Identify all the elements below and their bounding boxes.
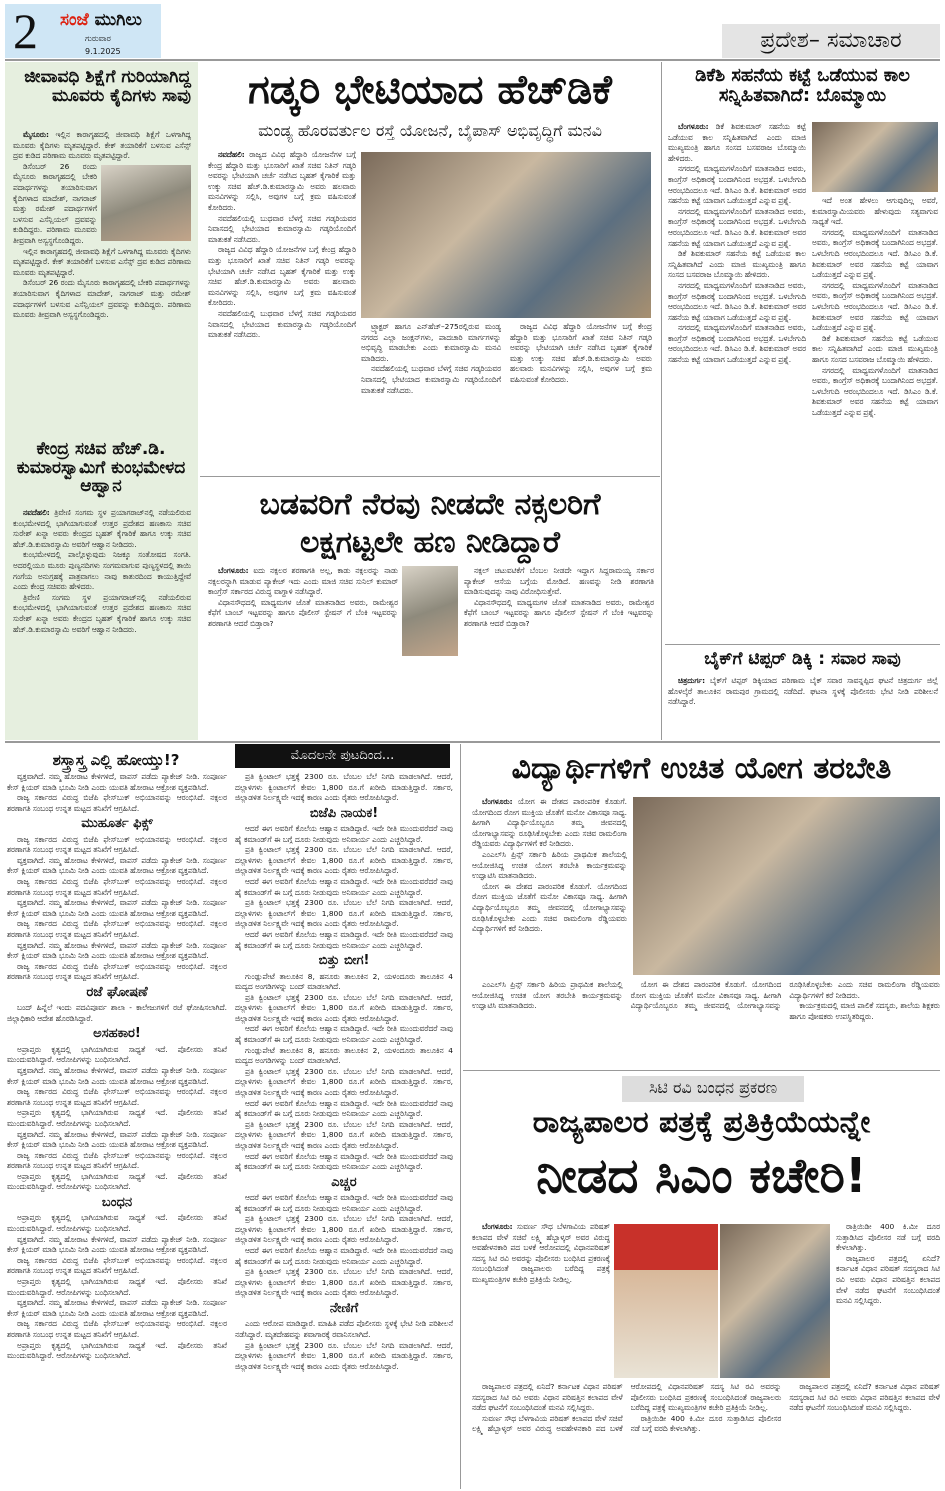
para: ಇದೆ ಅಂತ ಹೇಳಲು ಆಗುವುದಿಲ್ಲ ಅವರೆ, ಕುಮಾರಸ್ವಾಮಿಯವರು ಹೇಳುವುದು ಸತ್ಯವಾಗುವ ಸಾಧ್ಯತೆ ಇದೆ.: [812, 196, 938, 227]
article-cm-col3: [836, 1222, 940, 1378]
para: ಗುಂಡ್ಲುಪೇಟೆ ತಾಲೂಕಿನ 8, ಹನೂರು ತಾಲೂಕಿನ 2, ಯಳಂದೂರು ತಾಲೂಕಿನ 4 ಮದ್ಯದ ಅಂಗಡಿಗಳನ್ನು ಬಂದ್ ಮಾಡಲಾಗಿದೆ.: [235, 1045, 453, 1066]
article-gadkari-col3: [510, 322, 652, 472]
subhead-gadkari: ಮಂಡ್ಯ ಹೊರವರ್ತುಲ ರಸ್ತೆ ಯೋಜನೆ, ಬೈಪಾಸ್ ಅಭಿವೃದ್ಧಿಗೆ ಮನವಿ: [258, 121, 602, 140]
headline-yoga: ವಿದ್ಯಾರ್ಥಿಗಳಿಗೆ ಉಚಿತ ಯೋಗ ತರಬೇತಿ: [511, 751, 892, 786]
divider: [5, 741, 940, 743]
para: ಎಂಎಲ್‌ಸಿ ಪ್ರಿನ್ಸ್ ಸರ್ಕಾರಿ ಹಿರಿಯ ಪ್ರಾಥಮಿಕ ಶಾಲೆಯಲ್ಲಿ ಆಯೋಜಿಸಿದ್ದ ಉಚಿತ ಯೋಗ ತರಬೇತಿ ಕಾರ್ಯಕ್ರಮವನ್ನು ಉದ್ಘಾಟಿಸಿ ಮಾತನಾಡಿದರು.: [472, 849, 627, 881]
para: ರಾಜ್ಯ ಸರ್ಕಾರದ ವಿರುದ್ಧ ಬಿಜೆಪಿ ಫೇಸ್‌ಬುಕ್ ಅಭಿಯಾನವನ್ನು ಆರಂಭಿಸಿದೆ. ನಕ್ಸಲರ ಶರಣಾಗತಿ ಸಂಬಂಧ ಉನ್ನತ ಮಟ್ಟದ ತನಿಖೆಗೆ ಆಗ್ರಹಿಸಿದೆ.: [7, 793, 227, 813]
para: ವ್ಯಕ್ತವಾಗಿದೆ. ನಮ್ಮ ಹೋರಾಟ ಕೇಳಿಗಳಿದೆ, ವಾಪಸ್ ಪಡೆದು ಪ್ಯಾಕೇಜ್ ನೀಡಿ. ಸಂಪೂರ್ಣ ಕೇಸ್ ಕ್ಲಿಯರ್ ಮಾಡಿ ಭೂಮಿ ನೀಡಿ ಎಂದು ಯುವತಿ ಹೋರಾಟ ಆಕ್ರೋಶ ವ್ಯಕ್ತಪಡಿಸಿದೆ.: [7, 772, 227, 792]
issue-day: ಗುರುವಾರ: [85, 34, 111, 43]
para: ಪ್ರತಿ ಕ್ವಿಂಟಾಲ್ ಭತ್ತಕ್ಕೆ 2300 ರೂ. ಬೆಂಬಲ ಬೆಲೆ ನಿಗದಿ ಮಾಡಲಾಗಿದೆ. ಆದರೆ, ದಲ್ಲಾಳಿಗಳು ಕ್ವಿಂಟಾಲ್‌ಗೆ ಕೇವಲ 1,800 ರೂ.ಗೆ ಖರೀದಿ ಮಾಡುತ್ತಿದ್ದಾರೆ. ಸರ್ಕಾರ, ಜಿಲ್ಲಾಡಳಿತ ನಿರ್ಲಕ್ಷ್ಯವೇ ಇದಕ್ಕೆ ಕಾರಣ ಎಂದು ರೈತರು ಆರೋಪಿಸಿದ್ದಾರೆ.: [235, 992, 453, 1023]
article-bommai-col2: [812, 196, 938, 642]
para: ರಾಜ್ಯ ಸರ್ಕಾರದ ವಿರುದ್ಧ ಬಿಜೆಪಿ ಫೇಸ್‌ಬುಕ್ ಅಭಿಯಾನವನ್ನು ಆರಂಭಿಸಿದೆ. ನಕ್ಸಲರ ಶರಣಾಗತಿ ಸಂಬಂಧ ಉನ್ನತ ಮಟ್ಟದ ತನಿಖೆಗೆ ಆಗ್ರಹಿಸಿದೆ.: [7, 834, 227, 855]
para: ವ್ಯಕ್ತವಾಗಿದೆ. ನಮ್ಮ ಹೋರಾಟ ಕೇಳಿಗಳಿದೆ, ವಾಪಸ್ ಪಡೆದು ಪ್ಯಾಕೇಜ್ ನೀಡಿ. ಸಂಪೂರ್ಣ ಕೇಸ್ ಕ್ಲಿಯರ್ ಮಾಡಿ ಭೂಮಿ ನೀಡಿ ಎಂದು ಯುವತಿ ಹೋರಾಟ ಆಕ್ರೋಶ ವ್ಯಕ್ತಪಡಿಸಿದೆ.: [7, 1234, 227, 1255]
para: ನವದೆಹಲಿಯಲ್ಲಿ ಬುಧವಾರ ಬೆಳಗ್ಗೆ ಸಚಿವ ಗಡ್ಕರಿಯವರ ನಿವಾಸದಲ್ಲಿ ಭೇಟಿಯಾದ ಕುಮಾರಸ್ವಾಮಿ ಗಡ್ಕರಿಯೊಂದಿಗೆ ಮಾತುಕತೆ ನಡೆಸಿದರು.: [361, 364, 501, 395]
bommai-photo: [812, 122, 938, 192]
para: ಅಪ್ರಾಪ್ತರು ಕೃತ್ಯದಲ್ಲಿ ಭಾಗಿಯಾಗಿರುವ ಸಾಧ್ಯತೆ ಇದೆ. ಪೊಲೀಸರು ತನಿಖೆ ಮುಂದುವರಿಸಿದ್ದಾರೆ. ಆರೋಪಿಗಳನ್ನು ಬಂಧಿಸಲಾಗಿದೆ.: [7, 1340, 227, 1361]
headline-bommai: ಡಿಕೆಶಿ ಸಹನೆಯ ಕಟ್ಟೆ ಒಡೆಯುವ ಕಾಲ ಸನ್ನಿಹಿತವಾಗಿದೆ: ಬೊಮ್ಮಾಯಿ: [695, 65, 910, 106]
divider: [200, 476, 660, 477]
para: ಬಂದ್ ಹಿನ್ನೆಲೆ ಇಂದು ಪದವಿಪೂರ್ವ ಶಾಲಾ - ಕಾಲೇಜುಗಳಿಗೆ ರಜೆ ಘೋಷಿಸಲಾಗಿದೆ. ಜಿಲ್ಲಾಧಿಕಾರಿ ಆದೇಶ ಹೊರಡಿಸಿದ್ದಾರೆ.: [7, 1003, 227, 1023]
gadkari-meeting-photo: [361, 152, 651, 318]
para: ರಾಜ್ಯ ಸರ್ಕಾರದ ವಿರುದ್ಧ ಬಿಜೆಪಿ ಫೇಸ್‌ಬುಕ್ ಅಭಿಯಾನವನ್ನು ಆರಂಭಿಸಿದೆ. ನಕ್ಸಲರ ಶರಣಾಗತಿ ಸಂಬಂಧ ಉನ್ನತ ಮಟ್ಟದ ತನಿಖೆಗೆ ಆಗ್ರಹಿಸಿದೆ.: [7, 961, 227, 982]
para: ಪ್ರತಿ ಕ್ವಿಂಟಾಲ್ ಭತ್ತಕ್ಕೆ 2300 ರೂ. ಬೆಂಬಲ ಬೆಲೆ ನಿಗದಿ ಮಾಡಲಾಗಿದೆ. ಆದರೆ, ದಲ್ಲಾಳಿಗಳು ಕ್ವಿಂಟಾಲ್‌ಗೆ ಕೇವಲ 1,800 ರೂ.ಗೆ ಖರೀದಿ ಮಾಡುತ್ತಿದ್ದಾರೆ. ಸರ್ಕಾರ, ಜಿಲ್ಲಾಡಳಿತ ನಿರ್ಲಕ್ಷ್ಯವೇ ಇದಕ್ಕೆ ಕಾರಣ ಎಂದು ರೈತರು ಆರೋಪಿಸಿದ್ದಾರೆ.: [235, 898, 453, 929]
dateline: ಚಿತ್ರದುರ್ಗ:: [678, 676, 706, 685]
article-gadkari-col1: [208, 150, 356, 470]
subhead: ನೇಣಿಗೆ: [329, 1301, 359, 1317]
left-column: [5, 62, 198, 740]
para: ನವದೆಹಲಿಯಲ್ಲಿ ಬುಧವಾರ ಬೆಳಗ್ಗೆ ಸಚಿವ ಗಡ್ಕರಿಯವರ ನಿವಾಸದಲ್ಲಿ ಭೇಟಿಯಾದ ಕುಮಾರಸ್ವಾಮಿ ಗಡ್ಕರಿಯೊಂದಿಗೆ ಮಾತುಕತೆ ನಡೆಸಿದರು.: [208, 308, 356, 340]
headline-prisoners: ಜೀವಾವಧಿ ಶಿಕ್ಷೆಗೆ ಗುರಿಯಾಗಿದ್ದ ಮೂವರು ಕೈದಿಗಳು ಸಾವು: [24, 67, 191, 106]
subhead: ಬಂಧನ: [101, 1195, 133, 1211]
para: ಅಪ್ರಾಪ್ತರು ಕೃತ್ಯದಲ್ಲಿ ಭಾಗಿಯಾಗಿರುವ ಸಾಧ್ಯತೆ ಇದೆ. ಪೊಲೀಸರು ತನಿಖೆ ಮುಂದುವರಿಸಿದ್ದಾರೆ. ಆರೋಪಿಗಳನ್ನು ಬಂಧಿಸಲಾಗಿದೆ.: [7, 1108, 227, 1128]
para: ಡಿಕೆ ಶಿವಕುಮಾರ್ ಸಹನೆಯ ಕಟ್ಟೆ ಒಡೆಯುವ ಕಾಲ ಸನ್ನಿಹಿತವಾಗಿದೆ ಎಂದು ಮಾಜಿ ಮುಖ್ಯಮಂತ್ರಿ ಹಾಗೂ ಸಂಸದ ಬಸವರಾಜ ಬೊಮ್ಮಾಯಿ ಹೇಳಿದರು.: [668, 122, 806, 163]
para: ನಗರದಲ್ಲಿ ಮಾಧ್ಯಮಗಳೊಂದಿಗೆ ಮಾತನಾಡಿದ ಅವರು, ಕಾಂಗ್ರೆಸ್ ಅಧಿಕಾರಕ್ಕೆ ಬಂದಾಗಿನಿಂದ ಅಭದ್ರತೆ. ಒಳಬೇಗುದಿ ಆರಂಭದಿಂದಲೂ ಇದೆ. ಡಿಸಿಎಂ ಡಿ.ಕೆ. ಶಿವಕುಮಾರ್ ಅವರ ಸಹನೆಯ ಕಟ್ಟೆ ಯಾವಾಗ ಒಡೆಯುತ್ತದೆ ಎನ್ನುವ ಪ್ರಶ್ನೆ.: [812, 280, 938, 333]
para: ರಾಜ್ಯಪಾಲರ ಪತ್ರದಲ್ಲಿ ಏನಿದೆ? ಕರ್ನಾಟಕ ವಿಧಾನ ಪರಿಷತ್ ಸದಸ್ಯರಾದ ಸಿಟಿ ರವಿ ಅವರು ವಿಧಾನ ಪರಿಷತ್ತಿನ ಕಲಾಪದ ವೇಳೆ ನಡೆದ ಘಟನೆಗೆ ಸಂಬಂಧಿಸಿದಂತೆ ಮನವಿ ಸಲ್ಲಿಸಿದ್ದರು.: [836, 1253, 940, 1306]
article-cm-cont: [472, 1382, 940, 1486]
para: ವ್ಯಕ್ತವಾಗಿದೆ. ನಮ್ಮ ಹೋರಾಟ ಕೇಳಿಗಳಿದೆ, ವಾಪಸ್ ಪಡೆದು ಪ್ಯಾಕೇಜ್ ನೀಡಿ. ಸಂಪೂರ್ಣ ಕೇಸ್ ಕ್ಲಿಯರ್ ಮಾಡಿ ಭೂಮಿ ನೀಡಿ ಎಂದು ಯುವತಿ ಹೋರಾಟ ಆಕ್ರೋಶ ವ್ಯಕ್ತಪಡಿಸಿದೆ.: [7, 855, 227, 876]
para: ಕುಂಭಮೇಳದಲ್ಲಿ ಪಾಲ್ಗೊಳ್ಳುವುದು ನಿಜಕ್ಕೂ ಸಂತೋಷದ ಸಂಗತಿ. ಅದರಲ್ಲಿಯೂ ಮೂರು ಪುಣ್ಯನದಿಗಳು ಸಂಗಮವಾಗುವ ಪುಣ್ಯಸ್ಥಳದಲ್ಲಿ ತಾಯಿ ಗಂಗೆಯ ಅನುಗ್ರಹಕ್ಕೆ ಪಾತ್ರವಾಗಲು ನಾವು ಕಾತುರದಿಂದ ಕಾಯುತ್ತಿದ್ದೇವೆ ಎಂದು ಕೇಂದ್ರ ಸಚಿವರು ಹೇಳಿದರು.: [13, 550, 191, 592]
para: ರಾಜ್ಯ ಸರ್ಕಾರದ ವಿರುದ್ಧ ಬಿಜೆಪಿ ಫೇಸ್‌ಬುಕ್ ಅಭಿಯಾನವನ್ನು ಆರಂಭಿಸಿದೆ. ನಕ್ಸಲರ ಶರಣಾಗತಿ ಸಂಬಂಧ ಉನ್ನತ ಮಟ್ಟದ ತನಿಖೆಗೆ ಆಗ್ರಹಿಸಿದೆ.: [7, 1255, 227, 1276]
para: ಅಪ್ರಾಪ್ತರು ಕೃತ್ಯದಲ್ಲಿ ಭಾಗಿಯಾಗಿರುವ ಸಾಧ್ಯತೆ ಇದೆ. ಪೊಲೀಸರು ತನಿಖೆ ಮುಂದುವರಿಸಿದ್ದಾರೆ. ಆರೋಪಿಗಳನ್ನು ಬಂಧಿಸಲಾಗಿದೆ.: [7, 1044, 227, 1065]
para: ಸುವರ್ಣ ಸೌಧ ಬೆಳಗಾವಿಯ ಪರಿಷತ್ ಕಲಾಪದ ವೇಳೆ ಸಚಿವೆ ಲಕ್ಷ್ಮಿ ಹೆಬ್ಬಾಳ್ಕರ್ ಅವರ ವಿರುದ್ಧ ಅವಹೇಳನಕಾರಿ ಪದ ಬಳಕೆ ಆರೋಪದಲ್ಲಿ ವಿಧಾನಪರಿಷತ್ ಸದಸ್ಯ ಸಿಟಿ ರವಿ ಅವರನ್ನು ಪೊಲೀಸರು ಬಂಧಿಸಿದ ಪ್ರಕರಣಕ್ಕೆ ಸಂಬಂಧಿಸಿದಂತೆ ರಾಜ್ಯಪಾಲರು ಬರೆದಿದ್ದ ಪತ್ರಕ್ಕೆ ಮುಖ್ಯಮಂತ್ರಿಗಳ ಕಚೇರಿ ಪ್ರತಿಕ್ರಿಯೆ ನೀಡಿಲ್ಲ.: [472, 1222, 610, 1284]
para: ಇಲ್ಲಿನ ಕಾರಾಗೃಹದಲ್ಲಿ ಜೀವಾವಧಿ ಶಿಕ್ಷೆಗೆ ಒಳಗಾಗಿದ್ದ ಮೂವರು ಕೈದಿಗಳು ಮೃತಪಟ್ಟಿದ್ದಾರೆ. ಕೇಕ್ ತಯಾರಿಕೆಗೆ ಬಳಸುವ ಎಸೆನ್ಸ್ ದ್ರವ ಕುಡಿದ ಪರಿಣಾಮ ಮೂವರು ಮೃತಪಟ್ಟಿದ್ದಾರೆ.: [13, 130, 191, 161]
para: ಎಂದು ಆರೋಪ ಮಾಡಿದ್ದಾರೆ. ಮಾಹಿತಿ ಪಡೆದ ಪೊಲೀಸರು ಸ್ಥಳಕ್ಕೆ ಭೇಟಿ ನೀಡಿ ಪರಿಶೀಲನೆ ನಡೆಸಿದ್ದಾರೆ. ಮೃತದೇಹವನ್ನು ಶವಾಗಾರಕ್ಕೆ ರವಾನಿಸಲಾಗಿದೆ.: [235, 1319, 453, 1339]
dateline: ಬೆಂಗಳೂರು:: [482, 797, 513, 806]
para: ಡಿಕೆ ಶಿವಕುಮಾರ್ ಸಹನೆಯ ಕಟ್ಟೆ ಒಡೆಯುವ ಕಾಲ ಸನ್ನಿಹಿತವಾಗಿದೆ ಎಂದು ಮಾಜಿ ಮುಖ್ಯಮಂತ್ರಿ ಹಾಗೂ ಸಂಸದ ಬಸವರಾಜ ಬೊಮ್ಮಾಯಿ ಹೇಳಿದರು.: [668, 249, 806, 280]
para: ರಾಜ್ಯ ಸರ್ಕಾರದ ವಿರುದ್ಧ ಬಿಜೆಪಿ ಫೇಸ್‌ಬುಕ್ ಅಭಿಯಾನವನ್ನು ಆರಂಭಿಸಿದೆ. ನಕ್ಸಲರ ಶರಣಾಗತಿ ಸಂಬಂಧ ಉನ್ನತ ಮಟ್ಟದ ತನಿಖೆಗೆ ಆಗ್ರಹಿಸಿದೆ.: [7, 1319, 227, 1339]
governor-photo: [614, 1224, 718, 1378]
dateline: ನವದೆಹಲಿ:: [23, 508, 50, 517]
para: ವ್ಯಕ್ತವಾಗಿದೆ. ನಮ್ಮ ಹೋರಾಟ ಕೇಳಿಗಳಿದೆ, ವಾಪಸ್ ಪಡೆದು ಪ್ಯಾಕೇಜ್ ನೀಡಿ. ಸಂಪೂರ್ಣ ಕೇಸ್ ಕ್ಲಿಯರ್ ಮಾಡಿ ಭೂಮಿ ನೀಡಿ ಎಂದು ಯುವತಿ ಹೋರಾಟ ಆಕ್ರೋಶ ವ್ಯಕ್ತಪಡಿಸಿದೆ.: [7, 1298, 227, 1318]
para: ವ್ಯಕ್ತವಾಗಿದೆ. ನಮ್ಮ ಹೋರಾಟ ಕೇಳಿಗಳಿದೆ, ವಾಪಸ್ ಪಡೆದು ಪ್ಯಾಕೇಜ್ ನೀಡಿ. ಸಂಪೂರ್ಣ ಕೇಸ್ ಕ್ಲಿಯರ್ ಮಾಡಿ ಭೂಮಿ ನೀಡಿ ಎಂದು ಯುವತಿ ಹೋರಾಟ ಆಕ್ರೋಶ ವ್ಯಕ್ತಪಡಿಸಿದೆ.: [7, 1065, 227, 1086]
yoga-event-photo: [633, 797, 940, 975]
subhead: ಬಿಜೆಪಿ ನಾಯಕ!: [309, 805, 379, 821]
para: ರಾತ್ರಿಯಿಡೀ 400 ಕಿ.ಮೀ ದೂರ ಸುತ್ತಾಡಿಸಿದ ಪೊಲೀಸರ ನಡೆ ಬಗ್ಗೆ ವರದಿ ಕೇಳಲಾಗಿತ್ತು.: [836, 1222, 940, 1253]
headline-cm-line2: ನೀಡದ ಸಿಎಂ ಕಚೇರಿ!: [536, 1148, 867, 1204]
para: ಆದರೆ ಈಗ ಅವರಿಗೆ ಕೊಲೆಯ ಆಹ್ವಾನ ಮಾಡಿದ್ದಾರೆ. ಇದೇ ರೀತಿ ಮುಂದುವರೆದರೆ ನಾವು ಹೈ ಕಮಾಂಡ್‌ಗೆ ಈ ಬಗ್ಗೆ ದೂರು ನೀಡುವುದು ಅನಿವಾರ್ಯ ಎಂದು ಎಚ್ಚರಿಸಿದ್ದಾರೆ.: [235, 1098, 453, 1119]
divider: [460, 744, 461, 1489]
subhead: ಅಸಹಕಾರ!: [93, 1026, 141, 1042]
para: ವ್ಯಕ್ತವಾಗಿದೆ. ನಮ್ಮ ಹೋರಾಟ ಕೇಳಿಗಳಿದೆ, ವಾಪಸ್ ಪಡೆದು ಪ್ಯಾಕೇಜ್ ನೀಡಿ. ಸಂಪೂರ್ಣ ಕೇಸ್ ಕ್ಲಿಯರ್ ಮಾಡಿ ಭೂಮಿ ನೀಡಿ ಎಂದು ಯುವತಿ ಹೋರಾಟ ಆಕ್ರೋಶ ವ್ಯಕ್ತಪಡಿಸಿದೆ.: [7, 1129, 227, 1150]
para: ಆದರೆ ಈಗ ಅವರಿಗೆ ಕೊಲೆಯ ಆಹ್ವಾನ ಮಾಡಿದ್ದಾರೆ. ಇದೇ ರೀತಿ ಮುಂದುವರೆದರೆ ನಾವು ಹೈ ಕಮಾಂಡ್‌ಗೆ ಈ ಬಗ್ಗೆ ದೂರು ನೀಡುವುದು ಅನಿವಾರ್ಯ ಎಂದು ಎಚ್ಚರಿಸಿದ್ದಾರೆ.: [235, 1024, 453, 1045]
para: ವ್ಯಕ್ತವಾಗಿದೆ. ನಮ್ಮ ಹೋರಾಟ ಕೇಳಿಗಳಿದೆ, ವಾಪಸ್ ಪಡೆದು ಪ್ಯಾಕೇಜ್ ನೀಡಿ. ಸಂಪೂರ್ಣ ಕೇಸ್ ಕ್ಲಿಯರ್ ಮಾಡಿ ಭೂಮಿ ನೀಡಿ ಎಂದು ಯುವತಿ ಹೋರಾಟ ಆಕ್ರೋಶ ವ್ಯಕ್ತಪಡಿಸಿದೆ.: [7, 898, 227, 918]
para: ಸುವರ್ಣ ಸೌಧ ಬೆಳಗಾವಿಯ ಪರಿಷತ್ ಕಲಾಪದ ವೇಳೆ ಸಚಿವೆ ಲಕ್ಷ್ಮಿ ಹೆಬ್ಬಾಳ್ಕರ್ ಅವರ ವಿರುದ್ಧ ಅವಹೇಳನಕಾರಿ ಪದ ಬಳಕೆ ಆರೋಪದಲ್ಲಿ ವಿಧಾನಪರಿಷತ್ ಸದಸ್ಯ ಸಿಟಿ ರವಿ ಅವರನ್ನು ಪೊಲೀಸರು ಬಂಧಿಸಿದ ಪ್ರಕರಣಕ್ಕೆ ಸಂಬಂಧಿಸಿದಂತೆ ರಾಜ್ಯಪಾಲರು ಬರೆದಿದ್ದ ಪತ್ರಕ್ಕೆ ಮುಖ್ಯಮಂತ್ರಿಗಳ ಕಚೇರಿ ಪ್ರತಿಕ್ರಿಯೆ ನೀಡಿಲ್ಲ.: [472, 1382, 782, 1434]
para: ರಾಜ್ಯ ಸರ್ಕಾರದ ವಿರುದ್ಧ ಬಿಜೆಪಿ ಫೇಸ್‌ಬುಕ್ ಅಭಿಯಾನವನ್ನು ಆರಂಭಿಸಿದೆ. ನಕ್ಸಲರ ಶರಣಾಗತಿ ಸಂಬಂಧ ಉನ್ನತ ಮಟ್ಟದ ತನಿಖೆಗೆ ಆಗ್ರಹಿಸಿದೆ.: [7, 1150, 227, 1171]
para: ಯೋಗ ಈ ದೇಶದ ಪಾರಂಪರಿಕ ಕೊಡುಗೆ. ಯೋಗದಿಂದ ರೋಗ ಮುಕ್ತಿಯ ಜೊತೆಗೆ ಮನೋ ವಿಕಾಸವೂ ಸಾಧ್ಯ. ಹೀಗಾಗಿ ವಿದ್ಯಾರ್ಥಿಯೊಬ್ಬರೂ ತಮ್ಮ ಜೀವನದಲ್ಲಿ ಯೋಗಾಭ್ಯಾಸವನ್ನು ರೂಢಿಸಿಕೊಳ್ಳಬೇಕು ಎಂದು ಸಚಿವ ರಾಮಲಿಂಗಾ ರೆಡ್ಡಿಯವರು ವಿದ್ಯಾರ್ಥಿಗಳಿಗೆ ಕರೆ ನೀಡಿದರು.: [630, 980, 940, 1011]
para: ನಗರದಲ್ಲಿ ಮಾಧ್ಯಮಗಳೊಂದಿಗೆ ಮಾತನಾಡಿದ ಅವರು, ಕಾಂಗ್ರೆಸ್ ಅಧಿಕಾರಕ್ಕೆ ಬಂದಾಗಿನಿಂದ ಅಭದ್ರತೆ. ಒಳಬೇಗುದಿ ಆರಂಭದಿಂದಲೂ ಇದೆ. ಡಿಸಿಎಂ ಡಿ.ಕೆ. ಶಿವಕುಮಾರ್ ಅವರ ಸಹನೆಯ ಕಟ್ಟೆ ಯಾವಾಗ ಒಡೆಯುತ್ತದೆ ಎನ್ನುವ ಪ್ರಶ್ನೆ.: [668, 164, 806, 206]
subhead: ಬಿತ್ತು ಬೀಗ!: [318, 953, 370, 969]
para: ಆದರೆ ಈಗ ಅವರಿಗೆ ಕೊಲೆಯ ಆಹ್ವಾನ ಮಾಡಿದ್ದಾರೆ. ಇದೇ ರೀತಿ ಮುಂದುವರೆದರೆ ನಾವು ಹೈ ಕಮಾಂಡ್‌ಗೆ ಈ ಬಗ್ಗೆ ದೂರು ನೀಡುವುದು ಅನಿವಾರ್ಯ ಎಂದು ಎಚ್ಚರಿಸಿದ್ದಾರೆ.: [235, 1151, 453, 1172]
para: ನಗರದಲ್ಲಿ ಮಾಧ್ಯಮಗಳೊಂದಿಗೆ ಮಾತನಾಡಿದ ಅವರು, ಕಾಂಗ್ರೆಸ್ ಅಧಿಕಾರಕ್ಕೆ ಬಂದಾಗಿನಿಂದ ಅಭದ್ರತೆ. ಒಳಬೇಗುದಿ ಆರಂಭದಿಂದಲೂ ಇದೆ. ಡಿಸಿಎಂ ಡಿ.ಕೆ. ಶಿವಕುಮಾರ್ ಅವರ ಸಹನೆಯ ಕಟ್ಟೆ ಯಾವಾಗ ಒಡೆಯುತ್ತದೆ ಎನ್ನುವ ಪ್ರಶ್ನೆ.: [668, 323, 806, 365]
headline-gadkari: ಗಡ್ಕರಿ ಭೇಟಿಯಾದ ಹೆಚ್‌ಡಿಕೆ: [248, 67, 612, 113]
headline-cm-line1: ರಾಜ್ಯಪಾಲರ ಪತ್ರಕ್ಕೆ ಪ್ರತಿಕ್ರಿಯೆಯನ್ನೇ: [532, 1105, 871, 1140]
para: ಡಿಸೆಂಬರ್ 26 ರಂದು ಮೈಸೂರು ಕಾರಾಗೃಹದಲ್ಲಿ ಬೇಕರಿ ಪದಾರ್ಥಗಳನ್ನು ತಯಾರಿಸುವಾಗ ಕೈದಿಗಳಾದ ಮಾದೇಶ್, ನಾಗರಾಜ್ ಮತ್ತು ರಮೇಶ್ ಪದಾರ್ಥಗಳಿಗೆ ಬಳಸುವ ಎಸೆನ್ಷಿಯಲ್ ದ್ರವವನ್ನು ಕುಡಿದಿದ್ದರು. ಪರಿಣಾಮ ಮೂವರು ತೀವ್ರವಾಗಿ ಅಸ್ವಸ್ಥಗೊಂಡಿದ್ದರು.: [13, 278, 191, 320]
para: ನಗರದಲ್ಲಿ ಮಾಧ್ಯಮಗಳೊಂದಿಗೆ ಮಾತನಾಡಿದ ಅವರು, ಕಾಂಗ್ರೆಸ್ ಅಧಿಕಾರಕ್ಕೆ ಬಂದಾಗಿನಿಂದ ಅಭದ್ರತೆ. ಒಳಬೇಗುದಿ ಆರಂಭದಿಂದಲೂ ಇದೆ. ಡಿಸಿಎಂ ಡಿ.ಕೆ. ಶಿವಕುಮಾರ್ ಅವರ ಸಹನೆಯ ಕಟ್ಟೆ ಯಾವಾಗ ಒಡೆಯುತ್ತದೆ ಎನ್ನುವ ಪ್ರಶ್ನೆ.: [812, 227, 938, 280]
para: ರಾಜ್ಯ ಸರ್ಕಾರದ ವಿರುದ್ಧ ಬಿಜೆಪಿ ಫೇಸ್‌ಬುಕ್ ಅಭಿಯಾನವನ್ನು ಆರಂಭಿಸಿದೆ. ನಕ್ಸಲರ ಶರಣಾಗತಿ ಸಂಬಂಧ ಉನ್ನತ ಮಟ್ಟದ ತನಿಖೆಗೆ ಆಗ್ರಹಿಸಿದೆ.: [7, 877, 227, 897]
para: ಆದರೆ ಈಗ ಅವರಿಗೆ ಕೊಲೆಯ ಆಹ್ವಾನ ಮಾಡಿದ್ದಾರೆ. ಇದೇ ರೀತಿ ಮುಂದುವರೆದರೆ ನಾವು ಹೈ ಕಮಾಂಡ್‌ಗೆ ಈ ಬಗ್ಗೆ ದೂರು ನೀಡುವುದು ಅನಿವಾರ್ಯ ಎಂದು ಎಚ್ಚರಿಸಿದ್ದಾರೆ.: [235, 1246, 453, 1266]
para: ತ್ರಿವೇಣಿ ಸಂಗಮ ಸ್ಥಳ ಪ್ರಯಾಗರಾಜ್‌ನಲ್ಲಿ ನಡೆಯಲಿರುವ ಕುಂಭಮೇಳದಲ್ಲಿ ಭಾಗಿಯಾಗುವಂತೆ ಉತ್ತರ ಪ್ರದೇಶದ ಹಣಕಾಸು ಸಚಿವ ಸುರೇಶ್ ಖನ್ನಾ ಅವರು ಕೇಂದ್ರದ ಬೃಹತ್ ಕೈಗಾರಿಕೆ ಹಾಗೂ ಉಕ್ಕು ಸಚಿವ ಹೆಚ್.ಡಿ.ಕುಮಾರಸ್ವಾಮಿ ಅವರಿಗೆ ಆಹ್ವಾನ ನೀಡಿದರು.: [13, 592, 191, 634]
para: ರಾಜ್ಯಪಾಲರ ಪತ್ರದಲ್ಲಿ ಏನಿದೆ? ಕರ್ನಾಟಕ ವಿಧಾನ ಪರಿಷತ್ ಸದಸ್ಯರಾದ ಸಿಟಿ ರವಿ ಅವರು ವಿಧಾನ ಪರಿಷತ್ತಿನ ಕಲಾಪದ ವೇಳೆ ನಡೆದ ಘಟನೆಗೆ ಸಂಬಂಧಿಸಿದಂತೆ ಮನವಿ ಸಲ್ಲಿಸಿದ್ದರು.: [472, 1382, 623, 1413]
page-number: 2: [13, 3, 38, 59]
subhead: ರಜೆ ಘೋಷಣೆ: [86, 984, 148, 1000]
para: ಯೋಗ ಈ ದೇಶದ ಪಾರಂಪರಿಕ ಕೊಡುಗೆ. ಯೋಗದಿಂದ ರೋಗ ಮುಕ್ತಿಯ ಜೊತೆಗೆ ಮನೋ ವಿಕಾಸವೂ ಸಾಧ್ಯ. ಹೀಗಾಗಿ ವಿದ್ಯಾರ್ಥಿಯೊಬ್ಬರೂ ತಮ್ಮ ಜೀವನದಲ್ಲಿ ಯೋಗಾಭ್ಯಾಸವನ್ನು ರೂಢಿಸಿಕೊಳ್ಳಬೇಕು ಎಂದು ಸಚಿವ ರಾಮಲಿಂಗಾ ರೆಡ್ಡಿಯವರು ವಿದ್ಯಾರ್ಥಿಗಳಿಗೆ ಕರೆ ನೀಡಿದರು.: [472, 881, 627, 934]
para: ನಕ್ಸಲ್ ಚಟುವಟಿಕೆಗೆ ಬೆಂಬಲ ನೀಡದೇ ಇದ್ದಾಗ ಸಿದ್ದರಾಮಯ್ಯ ಸರ್ಕಾರ ಪ್ಯಾಕೇಜ್ ಆಸೆಯ ಬಗ್ಗೆಯ ಮೋಡಿದೆ. ಹಣವನ್ನು ನೀಡಿ ಶರಣಾಗತಿ ಮಾಡಿಸುವುದನ್ನು ನಾವು ವಿರೋಧಿಸುತ್ತೇವೆ.: [464, 566, 654, 597]
para: ರಾಜ್ಯ ಸರ್ಕಾರದ ವಿರುದ್ಧ ಬಿಜೆಪಿ ಫೇಸ್‌ಬುಕ್ ಅಭಿಯಾನವನ್ನು ಆರಂಭಿಸಿದೆ. ನಕ್ಸಲರ ಶರಣಾಗತಿ ಸಂಬಂಧ ಉನ್ನತ ಮಟ್ಟದ ತನಿಖೆಗೆ ಆಗ್ರಹಿಸಿದೆ.: [7, 1087, 227, 1107]
article-bommai-col1: [668, 122, 806, 642]
para: ಪ್ರತಿ ಕ್ವಿಂಟಾಲ್ ಭತ್ತಕ್ಕೆ 2300 ರೂ. ಬೆಂಬಲ ಬೆಲೆ ನಿಗದಿ ಮಾಡಲಾಗಿದೆ. ಆದರೆ, ದಲ್ಲಾಳಿಗಳು ಕ್ವಿಂಟಾಲ್‌ಗೆ ಕೇವಲ 1,800 ರೂ.ಗೆ ಖರೀದಿ ಮಾಡುತ್ತಿದ್ದಾರೆ. ಸರ್ಕಾರ, ಜಿಲ್ಲಾಡಳಿತ ನಿರ್ಲಕ್ಷ್ಯವೇ ಇದಕ್ಕೆ ಕಾರಣ ಎಂದು ರೈತರು ಆರೋಪಿಸಿದ್ದಾರೆ.: [235, 845, 453, 876]
subhead: ಎಚ್ಚರ: [331, 1174, 357, 1190]
para: ಗುಂಡ್ಲುಪೇಟೆ ತಾಲೂಕಿನ 8, ಹನೂರು ತಾಲೂಕಿನ 2, ಯಳಂದೂರು ತಾಲೂಕಿನ 4 ಮದ್ಯದ ಅಂಗಡಿಗಳನ್ನು ಬಂದ್ ಮಾಡಲಾಗಿದೆ.: [235, 971, 453, 992]
para: ಎಂಎಲ್‌ಸಿ ಪ್ರಿನ್ಸ್ ಸರ್ಕಾರಿ ಹಿರಿಯ ಪ್ರಾಥಮಿಕ ಶಾಲೆಯಲ್ಲಿ ಆಯೋಜಿಸಿದ್ದ ಉಚಿತ ಯೋಗ ತರಬೇತಿ ಕಾರ್ಯಕ್ರಮವನ್ನು ಉದ್ಘಾಟಿಸಿ ಮಾತನಾಡಿದರು.: [472, 980, 623, 1011]
divider: [661, 62, 662, 740]
article-accident: [668, 676, 938, 738]
headline-accident: ಬೈಕ್‌ಗೆ ಟಿಪ್ಪರ್ ಡಿಕ್ಕಿ : ಸವಾರ ಸಾವು: [704, 649, 901, 669]
dateline: ಮೈಸೂರು:: [23, 130, 49, 139]
headline-naxal-line1: ಬಡವರಿಗೆ ನೆರವು ನೀಡದೇ ನಕ್ಸಲರಿಗೆ: [259, 487, 601, 522]
para: ಅಪ್ರಾಪ್ತರು ಕೃತ್ಯದಲ್ಲಿ ಭಾಗಿಯಾಗಿರುವ ಸಾಧ್ಯತೆ ಇದೆ. ಪೊಲೀಸರು ತನಿಖೆ ಮುಂದುವರಿಸಿದ್ದಾರೆ. ಆರೋಪಿಗಳನ್ನು ಬಂಧಿಸಲಾಗಿದೆ.: [7, 1171, 227, 1192]
para: ನಗರದಲ್ಲಿ ಮಾಧ್ಯಮಗಳೊಂದಿಗೆ ಮಾತನಾಡಿದ ಅವರು, ಕಾಂಗ್ರೆಸ್ ಅಧಿಕಾರಕ್ಕೆ ಬಂದಾಗಿನಿಂದ ಅಭದ್ರತೆ. ಒಳಬೇಗುದಿ ಆರಂಭದಿಂದಲೂ ಇದೆ. ಡಿಸಿಎಂ ಡಿ.ಕೆ. ಶಿವಕುಮಾರ್ ಅವರ ಸಹನೆಯ ಕಟ್ಟೆ ಯಾವಾಗ ಒಡೆಯುತ್ತದೆ ಎನ್ನುವ ಪ್ರಶ್ನೆ.: [668, 206, 806, 248]
masthead: [5, 4, 161, 58]
para: ತ್ರಿವೇಣಿ ಸಂಗಮ ಸ್ಥಳ ಪ್ರಯಾಗರಾಜ್‌ನಲ್ಲಿ ನಡೆಯಲಿರುವ ಕುಂಭಮೇಳದಲ್ಲಿ ಭಾಗಿಯಾಗುವಂತೆ ಉತ್ತರ ಪ್ರದೇಶದ ಹಣಕಾಸು ಸಚಿವ ಸುರೇಶ್ ಖನ್ನಾ ಅವರು ಕೇಂದ್ರದ ಬೃಹತ್ ಕೈಗಾರಿಕೆ ಹಾಗೂ ಉಕ್ಕು ಸಚಿವ ಹೆಚ್.ಡಿ.ಕುಮಾರಸ್ವಾಮಿ ಅವರಿಗೆ ಆಹ್ವಾನ ನೀಡಿದರು.: [13, 508, 191, 549]
issue-date: 9.1.2025: [85, 47, 121, 56]
section-label: ಪ್ರದೇಶ– ಸಮಾಚಾರ: [722, 24, 940, 58]
para: ವಿಧಾನಸೌಧದಲ್ಲಿ ಮಾಧ್ಯಮಗಳ ಜೊತೆ ಮಾತನಾಡಿದ ಅವರು, ರಾಮೇಶ್ವರ ಕೆಫೆಗೆ ಬಾಂಬ್ ಇಟ್ಟವರನ್ನು ಹಾಗೂ ಪೊಲೀಸ್ ಸ್ಟೇಷನ್ ಗೆ ಬೆಂಕಿ ಇಟ್ಟವರನ್ನು ಶರಣಾಗತಿ ಆದರೆ ಬಿಡ್ತಾರಾ?: [208, 597, 398, 628]
para: ರಾಜ್ಯ ಸರ್ಕಾರದ ವಿರುದ್ಧ ಬಿಜೆಪಿ ಫೇಸ್‌ಬುಕ್ ಅಭಿಯಾನವನ್ನು ಆರಂಭಿಸಿದೆ. ನಕ್ಸಲರ ಶರಣಾಗತಿ ಸಂಬಂಧ ಉನ್ನತ ಮಟ್ಟದ ತನಿಖೆಗೆ ಆಗ್ರಹಿಸಿದೆ.: [7, 919, 227, 940]
divider: [5, 59, 940, 61]
para: ಪ್ರತಿ ಕ್ವಿಂಟಾಲ್ ಭತ್ತಕ್ಕೆ 2300 ರೂ. ಬೆಂಬಲ ಬೆಲೆ ನಿಗದಿ ಮಾಡಲಾಗಿದೆ. ಆದರೆ, ದಲ್ಲಾಳಿಗಳು ಕ್ವಿಂಟಾಲ್‌ಗೆ ಕೇವಲ 1,800 ರೂ.ಗೆ ಖರೀದಿ ಮಾಡುತ್ತಿದ್ದಾರೆ. ಸರ್ಕಾರ, ಜಿಲ್ಲಾಡಳಿತ ನಿರ್ಲಕ್ಷ್ಯವೇ ಇದಕ್ಕೆ ಕಾರಣ ಎಂದು ರೈತರು ಆರೋಪಿಸಿದ್ದಾರೆ.: [235, 1066, 453, 1098]
article-naxal-col1: [208, 566, 398, 738]
para: ರಾಜ್ಯದ ವಿವಿಧ ಹೆದ್ದಾರಿ ಯೋಜನೆಗಳ ಬಗ್ಗೆ ಕೇಂದ್ರ ಹೆದ್ದಾರಿ ಮತ್ತು ಭೂಸಾರಿಗೆ ಖಾತೆ ಸಚಿವ ನಿತಿನ್ ಗಡ್ಕರಿ ಅವರನ್ನು ಭೇಟಿಯಾಗಿ ಚರ್ಚೆ ನಡೆಸಿದ ಬೃಹತ್ ಕೈಗಾರಿಕೆ ಮತ್ತು ಉಕ್ಕು ಸಚಿವ ಹೆಚ್.ಡಿ.ಕುಮಾರಸ್ವಾಮಿ ಅವರು ಹಲವಾರು ಮನವಿಗಳನ್ನು ಸಲ್ಲಿಸಿ, ಅವುಗಳ ಬಗ್ಗೆ ಕ್ರಮ ವಹಿಸುವಂತೆ ಕೋರಿದರು.: [208, 150, 356, 212]
para: ಬೈಕ್‌ಗೆ ಟಿಪ್ಪರ್ ಡಿಕ್ಕಿಯಾದ ಪರಿಣಾಮ ಬೈಕ್ ಸವಾರ ಸಾವನ್ನಪ್ಪಿದ ಘಟನೆ ಚಿತ್ರದುರ್ಗ ಜಿಲ್ಲೆ ಹೊಳಲ್ಕೆರೆ ತಾಲೂಕಿನ ರಾಮಪುರ ಗ್ರಾಮದಲ್ಲಿ ನಡೆದಿದೆ. ಘಟನಾ ಸ್ಥಳಕ್ಕೆ ಪೊಲೀಸರು ಭೇಟಿ ನೀಡಿ ಪರಿಶೀಲನೆ ನಡೆಸಿದ್ದಾರೆ.: [668, 676, 938, 707]
brand-logo: [60, 10, 142, 30]
para: ವ್ಯಕ್ತವಾಗಿದೆ. ನಮ್ಮ ಹೋರಾಟ ಕೇಳಿಗಳಿದೆ, ವಾಪಸ್ ಪಡೆದು ಪ್ಯಾಕೇಜ್ ನೀಡಿ. ಸಂಪೂರ್ಣ ಕೇಸ್ ಕ್ಲಿಯರ್ ಮಾಡಿ ಭೂಮಿ ನೀಡಿ ಎಂದು ಯುವತಿ ಹೋರಾಟ ಆಕ್ರೋಶ ವ್ಯಕ್ತಪಡಿಸಿದೆ.: [7, 940, 227, 961]
kicker-label: ಸಿಟಿ ರವಿ ಬಂಧನ ಪ್ರಕರಣ: [622, 1076, 804, 1102]
para: ಪ್ರತಿ ಕ್ವಿಂಟಾಲ್ ಭತ್ತಕ್ಕೆ 2300 ರೂ. ಬೆಂಬಲ ಬೆಲೆ ನಿಗದಿ ಮಾಡಲಾಗಿದೆ. ಆದರೆ, ದಲ್ಲಾಳಿಗಳು ಕ್ವಿಂಟಾಲ್‌ಗೆ ಕೇವಲ 1,800 ರೂ.ಗೆ ಖರೀದಿ ಮಾಡುತ್ತಿದ್ದಾರೆ. ಸರ್ಕಾರ, ಜಿಲ್ಲಾಡಳಿತ ನಿರ್ಲಕ್ಷ್ಯವೇ ಇದಕ್ಕೆ ಕಾರಣ ಎಂದು ರೈತರು ಆರೋಪಿಸಿದ್ದಾರೆ.: [235, 1214, 453, 1245]
para: ಆದರೆ ಈಗ ಅವರಿಗೆ ಕೊಲೆಯ ಆಹ್ವಾನ ಮಾಡಿದ್ದಾರೆ. ಇದೇ ರೀತಿ ಮುಂದುವರೆದರೆ ನಾವು ಹೈ ಕಮಾಂಡ್‌ಗೆ ಈ ಬಗ್ಗೆ ದೂರು ನೀಡುವುದು ಅನಿವಾರ್ಯ ಎಂದು ಎಚ್ಚರಿಸಿದ್ದಾರೆ.: [235, 824, 453, 844]
para: ಡಿಕೆ ಶಿವಕುಮಾರ್ ಸಹನೆಯ ಕಟ್ಟೆ ಒಡೆಯುವ ಕಾಲ ಸನ್ನಿಹಿತವಾಗಿದೆ ಎಂದು ಮಾಜಿ ಮುಖ್ಯಮಂತ್ರಿ ಹಾಗೂ ಸಂಸದ ಬಸವರಾಜ ಬೊಮ್ಮಾಯಿ ಹೇಳಿದರು.: [812, 333, 938, 364]
divider: [665, 644, 940, 645]
para: ಕಾರ್ಯಕ್ರಮದಲ್ಲಿ ಮಾಜಿ ಪಾಲಿಕೆ ಸದಸ್ಯರು, ಶಾಲೆಯ ಶಿಕ್ಷಕರು ಹಾಗೂ ಪೋಷಕರು ಉಪಸ್ಥಿತರಿದ್ದರು.: [789, 1001, 940, 1021]
headline-kumbhamela: ಕೇಂದ್ರ ಸಚಿವ ಹೆಚ್.ಡಿ. ಕುಮಾರಸ್ವಾಮಿಗೆ ಕುಂಭಮೇಳದ ಆಹ್ವಾನ: [16, 439, 186, 497]
dateline: ಬೆಂಗಳೂರು:: [678, 122, 709, 131]
article-prisoners: [13, 130, 191, 430]
para: ವಿಧಾನಸೌಧದಲ್ಲಿ ಮಾಧ್ಯಮಗಳ ಜೊತೆ ಮಾತನಾಡಿದ ಅವರು, ರಾಮೇಶ್ವರ ಕೆಫೆಗೆ ಬಾಂಬ್ ಇಟ್ಟವರನ್ನು ಹಾಗೂ ಪೊಲೀಸ್ ಸ್ಟೇಷನ್ ಗೆ ಬೆಂಕಿ ಇಟ್ಟವರನ್ನು ಶರಣಾಗತಿ ಆದರೆ ಬಿಡ್ತಾರಾ?: [464, 597, 654, 628]
sunil-kumar-photo: [402, 566, 458, 656]
article-naxal-col2: [464, 566, 654, 738]
article-weapons: [7, 772, 227, 1484]
headline-weapons: ಶಸ್ತ್ರಾಸ್ತ್ರ ಎಲ್ಲಿ ಹೋಯ್ತು!?: [52, 751, 180, 769]
para: ಆದರೆ ಈಗ ಅವರಿಗೆ ಕೊಲೆಯ ಆಹ್ವಾನ ಮಾಡಿದ್ದಾರೆ. ಇದೇ ರೀತಿ ಮುಂದುವರೆದರೆ ನಾವು ಹೈ ಕಮಾಂಡ್‌ಗೆ ಈ ಬಗ್ಗೆ ದೂರು ನೀಡುವುದು ಅನಿವಾರ್ಯ ಎಂದು ಎಚ್ಚರಿಸಿದ್ದಾರೆ.: [235, 877, 453, 897]
article-cm-col1: [472, 1222, 610, 1378]
headline-naxal-line2: ಲಕ್ಷಗಟ್ಟಲೇ ಹಣ ನೀಡಿದ್ದಾರೆ: [300, 525, 560, 560]
para: ನವದೆಹಲಿಯಲ್ಲಿ ಬುಧವಾರ ಬೆಳಗ್ಗೆ ಸಚಿವ ಗಡ್ಕರಿಯವರ ನಿವಾಸದಲ್ಲಿ ಭೇಟಿಯಾದ ಕುಮಾರಸ್ವಾಮಿ ಗಡ್ಕರಿಯೊಂದಿಗೆ ಮಾತುಕತೆ ನಡೆಸಿದರು.: [208, 213, 356, 244]
brand-part2: ಮುಗಿಲು: [94, 10, 142, 30]
para: ಡಿಸೆಂಬರ್ 26 ರಂದು ಮೈಸೂರು ಕಾರಾಗೃಹದಲ್ಲಿ ಬೇಕರಿ ಪದಾರ್ಥಗಳನ್ನು ತಯಾರಿಸುವಾಗ ಕೈದಿಗಳಾದ ಮಾದೇಶ್, ನಾಗರಾಜ್ ಮತ್ತು ರಮೇಶ್ ಪದಾರ್ಥಗಳಿಗೆ ಬಳಸುವ ಎಸೆನ್ಷಿಯಲ್ ದ್ರವವನ್ನು ಕುಡಿದಿದ್ದರು. ಪರಿಣಾಮ ಮೂವರು ತೀವ್ರವಾಗಿ ಅಸ್ವಸ್ಥಗೊಂಡಿದ್ದರು.: [13, 161, 97, 245]
para: ಪ್ರತಿ ಕ್ವಿಂಟಾಲ್ ಭತ್ತಕ್ಕೆ 2300 ರೂ. ಬೆಂಬಲ ಬೆಲೆ ನಿಗದಿ ಮಾಡಲಾಗಿದೆ. ಆದರೆ, ದಲ್ಲಾಳಿಗಳು ಕ್ವಿಂಟಾಲ್‌ಗೆ ಕೇವಲ 1,800 ರೂ.ಗೆ ಖರೀದಿ ಮಾಡುತ್ತಿದ್ದಾರೆ. ಸರ್ಕಾರ, ಜಿಲ್ಲಾಡಳಿತ ನಿರ್ಲಕ್ಷ್ಯವೇ ಇದಕ್ಕೆ ಕಾರಣ ಎಂದು ರೈತರು ಆರೋಪಿಸಿದ್ದಾರೆ.: [235, 772, 453, 803]
para: ರಾಜ್ಯದ ವಿವಿಧ ಹೆದ್ದಾರಿ ಯೋಜನೆಗಳ ಬಗ್ಗೆ ಕೇಂದ್ರ ಹೆದ್ದಾರಿ ಮತ್ತು ಭೂಸಾರಿಗೆ ಖಾತೆ ಸಚಿವ ನಿತಿನ್ ಗಡ್ಕರಿ ಅವರನ್ನು ಭೇಟಿಯಾಗಿ ಚರ್ಚೆ ನಡೆಸಿದ ಬೃಹತ್ ಕೈಗಾರಿಕೆ ಮತ್ತು ಉಕ್ಕು ಸಚಿವ ಹೆಚ್.ಡಿ.ಕುಮಾರಸ್ವಾಮಿ ಅವರು ಹಲವಾರು ಮನವಿಗಳನ್ನು ಸಲ್ಲಿಸಿ, ಅವುಗಳ ಬಗ್ಗೆ ಕ್ರಮ ವಹಿಸುವಂತೆ ಕೋರಿದರು.: [208, 245, 356, 308]
para: ಆದರೆ ಈಗ ಅವರಿಗೆ ಕೊಲೆಯ ಆಹ್ವಾನ ಮಾಡಿದ್ದಾರೆ. ಇದೇ ರೀತಿ ಮುಂದುವರೆದರೆ ನಾವು ಹೈ ಕಮಾಂಡ್‌ಗೆ ಈ ಬಗ್ಗೆ ದೂರು ನೀಡುವುದು ಅನಿವಾರ್ಯ ಎಂದು ಎಚ್ಚರಿಸಿದ್ದಾರೆ.: [235, 930, 453, 950]
para: ಅಪ್ರಾಪ್ತರು ಕೃತ್ಯದಲ್ಲಿ ಭಾಗಿಯಾಗಿರುವ ಸಾಧ್ಯತೆ ಇದೆ. ಪೊಲೀಸರು ತನಿಖೆ ಮುಂದುವರಿಸಿದ್ದಾರೆ. ಆರೋಪಿಗಳನ್ನು ಬಂಧಿಸಲಾಗಿದೆ.: [7, 1213, 227, 1233]
para: ನಗರದಲ್ಲಿ ಮಾಧ್ಯಮಗಳೊಂದಿಗೆ ಮಾತನಾಡಿದ ಅವರು, ಕಾಂಗ್ರೆಸ್ ಅಧಿಕಾರಕ್ಕೆ ಬಂದಾಗಿನಿಂದ ಅಭದ್ರತೆ. ಒಳಬೇಗುದಿ ಆರಂಭದಿಂದಲೂ ಇದೆ. ಡಿಸಿಎಂ ಡಿ.ಕೆ. ಶಿವಕುಮಾರ್ ಅವರ ಸಹನೆಯ ಕಟ್ಟೆ ಯಾವಾಗ ಒಡೆಯುತ್ತದೆ ಎನ್ನುವ ಪ್ರಶ್ನೆ.: [812, 365, 938, 417]
para: ರಾಜ್ಯದ ವಿವಿಧ ಹೆದ್ದಾರಿ ಯೋಜನೆಗಳ ಬಗ್ಗೆ ಕೇಂದ್ರ ಹೆದ್ದಾರಿ ಮತ್ತು ಭೂಸಾರಿಗೆ ಖಾತೆ ಸಚಿವ ನಿತಿನ್ ಗಡ್ಕರಿ ಅವರನ್ನು ಭೇಟಿಯಾಗಿ ಚರ್ಚೆ ನಡೆಸಿದ ಬೃಹತ್ ಕೈಗಾರಿಕೆ ಮತ್ತು ಉಕ್ಕು ಸಚಿವ ಹೆಚ್.ಡಿ.ಕುಮಾರಸ್ವಾಮಿ ಅವರು ಹಲವಾರು ಮನವಿಗಳನ್ನು ಸಲ್ಲಿಸಿ, ಅವುಗಳ ಬಗ್ಗೆ ಕ್ರಮ ವಹಿಸುವಂತೆ ಕೋರಿದರು.: [510, 322, 652, 384]
article-yoga-col1: [472, 797, 627, 977]
subhead: ಮುಹೂರ್ತ ಫಿಕ್ಸ್: [81, 816, 153, 832]
para: ಅಪ್ರಾಪ್ತರು ಕೃತ್ಯದಲ್ಲಿ ಭಾಗಿಯಾಗಿರುವ ಸಾಧ್ಯತೆ ಇದೆ. ಪೊಲೀಸರು ತನಿಖೆ ಮುಂದುವರಿಸಿದ್ದಾರೆ. ಆರೋಪಿಗಳನ್ನು ಬಂಧಿಸಲಾಗಿದೆ.: [7, 1276, 227, 1297]
para: ಐದು ನಕ್ಸಲರ ಶರಣಾಗತಿ ಅಲ್ಲ, ಕಾಡು ನಕ್ಸಲರನ್ನು ನಾಡು ನಕ್ಸಲರನ್ನಾಗಿ ಮಾಡುವ ಪ್ಯಾಕೇಜ್ ಇದು ಎಂದು ಮಾಜಿ ಸಚಿವ ಸುನಿಲ್ ಕುಮಾರ್ ಕಾಂಗ್ರೆಸ್ ಸರ್ಕಾರದ ವಿರುದ್ಧ ವಾಗ್ದಾಳಿ ನಡೆಸಿದ್ದಾರೆ.: [208, 566, 398, 597]
jail-photo: [101, 165, 191, 241]
para: ಪ್ರತಿ ಕ್ವಿಂಟಾಲ್ ಭತ್ತಕ್ಕೆ 2300 ರೂ. ಬೆಂಬಲ ಬೆಲೆ ನಿಗದಿ ಮಾಡಲಾಗಿದೆ. ಆದರೆ, ದಲ್ಲಾಳಿಗಳು ಕ್ವಿಂಟಾಲ್‌ಗೆ ಕೇವಲ 1,800 ರೂ.ಗೆ ಖರೀದಿ ಮಾಡುತ್ತಿದ್ದಾರೆ. ಸರ್ಕಾರ, ಜಿಲ್ಲಾಡಳಿತ ನಿರ್ಲಕ್ಷ್ಯವೇ ಇದಕ್ಕೆ ಕಾರಣ ಎಂದು ರೈತರು ಆರೋಪಿಸಿದ್ದಾರೆ.: [235, 1119, 453, 1150]
brand-part1: ಸಂಜೆ: [60, 10, 89, 30]
para: ಪ್ರತಿ ಕ್ವಿಂಟಾಲ್ ಭತ್ತಕ್ಕೆ 2300 ರೂ. ಬೆಂಬಲ ಬೆಲೆ ನಿಗದಿ ಮಾಡಲಾಗಿದೆ. ಆದರೆ, ದಲ್ಲಾಳಿಗಳು ಕ್ವಿಂಟಾಲ್‌ಗೆ ಕೇವಲ 1,800 ರೂ.ಗೆ ಖರೀದಿ ಮಾಡುತ್ತಿದ್ದಾರೆ. ಸರ್ಕಾರ, ಜಿಲ್ಲಾಡಳಿತ ನಿರ್ಲಕ್ಷ್ಯವೇ ಇದಕ್ಕೆ ಕಾರಣ ಎಂದು ರೈತರು ಆರೋಪಿಸಿದ್ದಾರೆ.: [235, 1267, 453, 1298]
article-gadkari-col2: [361, 322, 501, 472]
article-yoga-cont: [472, 980, 940, 1064]
para: ಆದರೆ ಈಗ ಅವರಿಗೆ ಕೊಲೆಯ ಆಹ್ವಾನ ಮಾಡಿದ್ದಾರೆ. ಇದೇ ರೀತಿ ಮುಂದುವರೆದರೆ ನಾವು ಹೈ ಕಮಾಂಡ್‌ಗೆ ಈ ಬಗ್ಗೆ ದೂರು ನೀಡುವುದು ಅನಿವಾರ್ಯ ಎಂದು ಎಚ್ಚರಿಸಿದ್ದಾರೆ.: [235, 1193, 453, 1213]
para: ನಗರದಲ್ಲಿ ಮಾಧ್ಯಮಗಳೊಂದಿಗೆ ಮಾತನಾಡಿದ ಅವರು, ಕಾಂಗ್ರೆಸ್ ಅಧಿಕಾರಕ್ಕೆ ಬಂದಾಗಿನಿಂದ ಅಭದ್ರತೆ. ಒಳಬೇಗುದಿ ಆರಂಭದಿಂದಲೂ ಇದೆ. ಡಿಸಿಎಂ ಡಿ.ಕೆ. ಶಿವಕುಮಾರ್ ಅವರ ಸಹನೆಯ ಕಟ್ಟೆ ಯಾವಾಗ ಒಡೆಯುತ್ತದೆ ಎನ್ನುವ ಪ್ರಶ್ನೆ.: [668, 280, 806, 322]
para: ರಾಜ್ಯಪಾಲರ ಪತ್ರದಲ್ಲಿ ಏನಿದೆ? ಕರ್ನಾಟಕ ವಿಧಾನ ಪರಿಷತ್ ಸದಸ್ಯರಾದ ಸಿಟಿ ರವಿ ಅವರು ವಿಧಾನ ಪರಿಷತ್ತಿನ ಕಲಾಪದ ವೇಳೆ ನಡೆದ ಘಟನೆಗೆ ಸಂಬಂಧಿಸಿದಂತೆ ಮನವಿ ಸಲ್ಲಿಸಿದ್ದರು.: [789, 1382, 940, 1413]
para: ರಾತ್ರಿಯಿಡೀ 400 ಕಿ.ಮೀ ದೂರ ಸುತ್ತಾಡಿಸಿದ ಪೊಲೀಸರ ನಡೆ ಬಗ್ಗೆ ವರದಿ ಕೇಳಲಾಗಿತ್ತು.: [630, 1413, 782, 1434]
continued-banner: ಮೊದಲನೇ ಪುಟದಿಂದ...: [235, 744, 450, 768]
siddaramaiah-photo: [720, 1224, 830, 1378]
article-continued: [235, 772, 453, 1484]
para: ಟ್ರ್ಯಾಕ್ಟರ್ ಹಾಗೂ ಎನ್‌ಹೆಚ್–275ರಲ್ಲಿರುವ ಮಂಡ್ಯ ನಗರದ ಎಲ್ಲಾ ಜಂಕ್ಷನ್‌ಗಳು, ಪಾದಚಾರಿ ಮಾರ್ಗಗಳನ್ನು ಅಭಿವೃದ್ಧಿ ಮಾಡಬೇಕು ಎಂದು ಕುಮಾರಸ್ವಾಮಿ ಮನವಿ ಮಾಡಿದರು.: [361, 322, 501, 363]
divider: [463, 1070, 940, 1071]
para: ಪ್ರತಿ ಕ್ವಿಂಟಾಲ್ ಭತ್ತಕ್ಕೆ 2300 ರೂ. ಬೆಂಬಲ ಬೆಲೆ ನಿಗದಿ ಮಾಡಲಾಗಿದೆ. ಆದರೆ, ದಲ್ಲಾಳಿಗಳು ಕ್ವಿಂಟಾಲ್‌ಗೆ ಕೇವಲ 1,800 ರೂ.ಗೆ ಖರೀದಿ ಮಾಡುತ್ತಿದ್ದಾರೆ. ಸರ್ಕಾರ, ಜಿಲ್ಲಾಡಳಿತ ನಿರ್ಲಕ್ಷ್ಯವೇ ಇದಕ್ಕೆ ಕಾರಣ ಎಂದು ರೈತರು ಆರೋಪಿಸಿದ್ದಾರೆ.: [235, 1340, 453, 1371]
dateline: ನವದೆಹಲಿ:: [218, 150, 245, 159]
dateline: ಬೆಂಗಳೂರು:: [482, 1222, 513, 1231]
dateline: ಬೆಂಗಳೂರು:: [218, 566, 249, 575]
para: ಇಲ್ಲಿನ ಕಾರಾಗೃಹದಲ್ಲಿ ಜೀವಾವಧಿ ಶಿಕ್ಷೆಗೆ ಒಳಗಾಗಿದ್ದ ಮೂವರು ಕೈದಿಗಳು ಮೃತಪಟ್ಟಿದ್ದಾರೆ. ಕೇಕ್ ತಯಾರಿಕೆಗೆ ಬಳಸುವ ಎಸೆನ್ಸ್ ದ್ರವ ಕುಡಿದ ಪರಿಣಾಮ ಮೂವರು ಮೃತಪಟ್ಟಿದ್ದಾರೆ.: [13, 246, 191, 277]
para: ಯೋಗ ಈ ದೇಶದ ಪಾರಂಪರಿಕ ಕೊಡುಗೆ. ಯೋಗದಿಂದ ರೋಗ ಮುಕ್ತಿಯ ಜೊತೆಗೆ ಮನೋ ವಿಕಾಸವೂ ಸಾಧ್ಯ. ಹೀಗಾಗಿ ವಿದ್ಯಾರ್ಥಿಯೊಬ್ಬರೂ ತಮ್ಮ ಜೀವನದಲ್ಲಿ ಯೋಗಾಭ್ಯಾಸವನ್ನು ರೂಢಿಸಿಕೊಳ್ಳಬೇಕು ಎಂದು ಸಚಿವ ರಾಮಲಿಂಗಾ ರೆಡ್ಡಿಯವರು ವಿದ್ಯಾರ್ಥಿಗಳಿಗೆ ಕರೆ ನೀಡಿದರು.: [472, 797, 627, 849]
article-kumbhamela: [13, 508, 191, 734]
